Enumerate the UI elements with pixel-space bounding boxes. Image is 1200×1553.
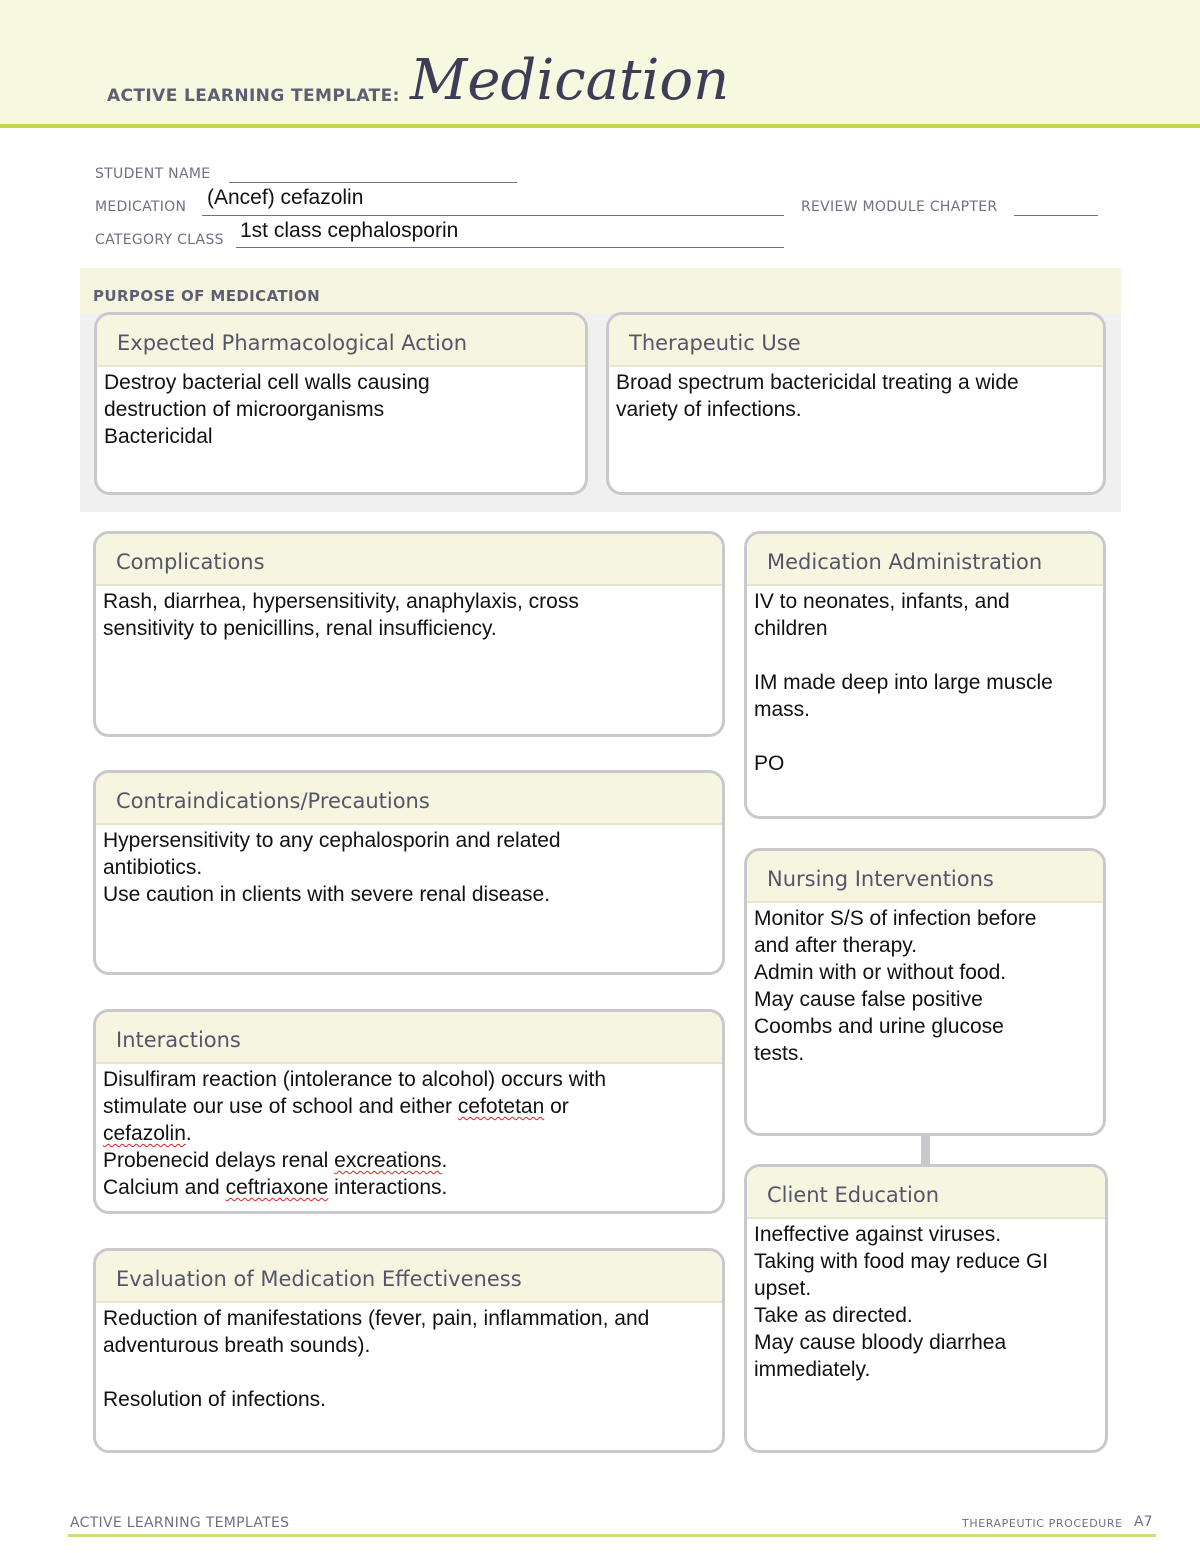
text-line — [103, 1120, 714, 1147]
template-label: ACTIVE LEARNING TEMPLATE: — [107, 86, 400, 106]
therapeutic-use-box — [606, 312, 1106, 495]
text-line: Rash, diarrhea, hypersensitivity, anaphylaxis, cross — [103, 590, 579, 613]
text-line: Bactericidal — [104, 425, 213, 448]
text-line: antibiotics. — [103, 856, 203, 879]
expected-action-header — [97, 315, 585, 367]
evaluation-header — [96, 1251, 722, 1303]
complications-title: Complications — [116, 550, 265, 574]
medication-label: MEDICATION — [95, 199, 187, 215]
nursing-interventions-box — [744, 848, 1106, 1136]
text-line: Take as directed. — [754, 1304, 913, 1327]
text-line: IM made deep into large muscle — [754, 671, 1053, 694]
medication-field[interactable]: (Ancef) cefazolin — [207, 186, 364, 209]
administration-header — [747, 534, 1103, 586]
text-fragment: Probenecid delays renal — [103, 1149, 335, 1172]
complications-box — [93, 531, 725, 737]
complications-header — [96, 534, 722, 586]
text-line: PO — [754, 752, 785, 775]
nursing-interventions-header — [747, 851, 1103, 903]
text-line: Reduction of manifestations (fever, pain, inflammation, and — [103, 1307, 650, 1330]
interactions-header — [96, 1012, 722, 1064]
text-line: Broad spectrum bactericidal treating a wide — [616, 371, 1019, 394]
text-line: May cause false positive — [754, 988, 983, 1011]
text-line — [103, 1093, 714, 1120]
text-line — [103, 1359, 714, 1386]
text-line: destruction of microorganisms — [104, 398, 385, 421]
misspelled-word: cefotetan — [457, 1095, 545, 1118]
text-line: May cause bloody diarrhea — [754, 1331, 1007, 1354]
administration-title: Medication Administration — [767, 550, 1043, 574]
text-line: upset. — [754, 1277, 812, 1300]
page-title: Medication — [410, 48, 730, 113]
evaluation-text[interactable] — [96, 1303, 722, 1413]
expected-action-text[interactable] — [97, 367, 585, 450]
text-line: sensitivity to penicillins, renal insufficiency. — [103, 617, 497, 640]
text-line: children — [754, 617, 828, 640]
text-fragment: Disulfiram reaction (intolerance to alcohol) occurs with — [103, 1068, 607, 1091]
misspelled-word: cefazolin — [103, 1122, 186, 1145]
nursing-interventions-title: Nursing Interventions — [767, 867, 994, 891]
expected-action-box — [94, 312, 588, 495]
contraindications-text[interactable] — [96, 825, 722, 908]
text-fragment: . — [185, 1122, 192, 1145]
text-line — [103, 1174, 714, 1201]
student-name-label: STUDENT NAME — [95, 166, 211, 182]
nursing-interventions-text[interactable] — [747, 903, 1103, 1067]
therapeutic-use-title: Therapeutic Use — [629, 331, 801, 355]
text-line: Ineffective against viruses. — [754, 1223, 1002, 1246]
expected-action-title: Expected Pharmacological Action — [117, 331, 468, 355]
text-line: Resolution of infections. — [103, 1388, 326, 1411]
misspelled-word: excreations — [334, 1149, 442, 1172]
interactions-box — [93, 1009, 725, 1214]
misspelled-word: ceftriaxone — [225, 1176, 329, 1199]
text-fragment: stimulate our use of school and either — [103, 1095, 458, 1118]
client-education-header — [747, 1167, 1105, 1219]
category-class-label: CATEGORY CLASS — [95, 232, 224, 248]
text-line: immediately. — [754, 1358, 871, 1381]
contraindications-title: Contraindications/Precautions — [116, 789, 430, 813]
evaluation-title: Evaluation of Medication Effectiveness — [116, 1267, 522, 1291]
category-class-line — [236, 247, 784, 248]
text-line: adventurous breath sounds). — [103, 1334, 371, 1357]
administration-text[interactable] — [747, 586, 1103, 777]
text-line: Monitor S/S of infection before — [754, 907, 1037, 930]
review-module-label: REVIEW MODULE CHAPTER — [801, 199, 998, 215]
text-fragment: or — [544, 1095, 569, 1118]
review-module-line — [1014, 215, 1098, 216]
therapeutic-use-header — [609, 315, 1103, 367]
interactions-title: Interactions — [116, 1028, 241, 1052]
connector-bar — [921, 1134, 930, 1164]
text-line: tests. — [754, 1042, 805, 1065]
text-line — [754, 642, 1095, 669]
contraindications-header — [96, 773, 722, 825]
client-education-title: Client Education — [767, 1183, 940, 1207]
medication-line — [202, 215, 784, 216]
text-line: mass. — [754, 698, 811, 721]
text-line: Destroy bacterial cell walls causing — [104, 371, 430, 394]
text-line: Admin with or without food. — [754, 961, 1007, 984]
therapeutic-use-text[interactable] — [609, 367, 1103, 423]
text-line — [103, 1066, 714, 1093]
text-line: variety of infections. — [616, 398, 802, 421]
text-line: Taking with food may reduce GI — [754, 1250, 1049, 1273]
student-name-line — [229, 182, 517, 183]
interactions-text[interactable] — [96, 1064, 722, 1201]
complications-text[interactable] — [96, 586, 722, 642]
text-line: and after therapy. — [754, 934, 918, 957]
template-header — [0, 0, 1200, 128]
evaluation-box — [93, 1248, 725, 1453]
text-fragment: Calcium and — [103, 1176, 226, 1199]
administration-box — [744, 531, 1106, 819]
footer-right: THERAPEUTIC PROCEDURE — [962, 1517, 1123, 1530]
contraindications-box — [93, 770, 725, 975]
text-line: Use caution in clients with severe renal disease. — [103, 883, 551, 906]
purpose-title: PURPOSE OF MEDICATION — [93, 287, 321, 305]
text-line — [103, 1147, 714, 1174]
text-line — [754, 723, 1095, 750]
text-line: Hypersensitivity to any cephalosporin and related — [103, 829, 561, 852]
footer-divider — [68, 1534, 1156, 1537]
purpose-header — [80, 268, 1121, 314]
page-number: A7 — [1134, 1514, 1153, 1530]
text-fragment: . — [441, 1149, 448, 1172]
text-line: Coombs and urine glucose — [754, 1015, 1004, 1038]
footer-left: ACTIVE LEARNING TEMPLATES — [70, 1515, 290, 1531]
text-line: IV to neonates, infants, and — [754, 590, 1010, 613]
category-class-field[interactable]: 1st class cephalosporin — [240, 219, 459, 242]
client-education-text[interactable] — [747, 1219, 1105, 1383]
client-education-box — [744, 1164, 1108, 1453]
text-fragment: interactions. — [328, 1176, 448, 1199]
